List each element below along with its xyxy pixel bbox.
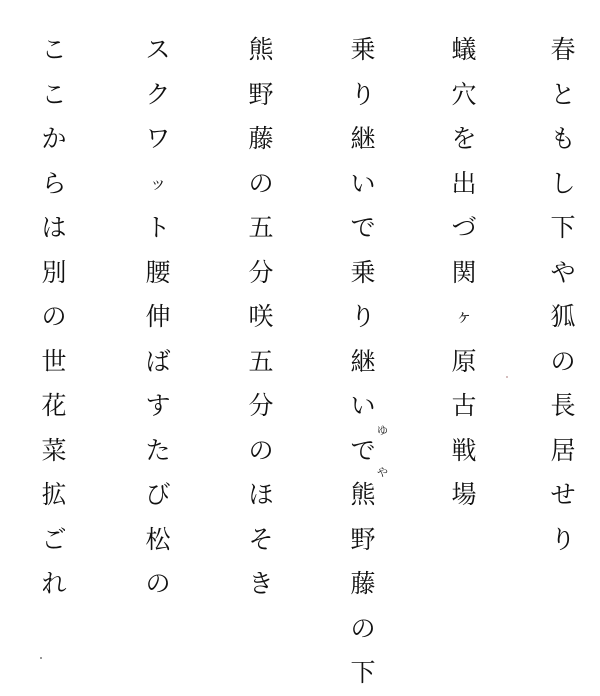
poem-line-2	[444, 28, 484, 562]
char: の	[41, 302, 67, 331]
char: ス	[145, 35, 171, 64]
char: 五	[248, 213, 274, 242]
char: こ	[41, 79, 67, 109]
char: た	[145, 435, 171, 465]
char: の	[248, 168, 274, 198]
char: で	[350, 435, 376, 465]
char: 花	[41, 391, 67, 420]
char: 下	[350, 658, 376, 687]
char: 乗	[350, 257, 376, 287]
char: 別	[41, 257, 67, 287]
char: 野	[248, 79, 274, 109]
char: し	[550, 168, 576, 198]
char: ク	[145, 79, 171, 109]
char: 藤	[248, 124, 274, 153]
char: 分	[248, 257, 274, 287]
char: ヶ	[455, 307, 473, 327]
char: い	[350, 168, 376, 198]
char: 古	[451, 391, 477, 420]
char: 野	[350, 524, 376, 554]
char: 下	[550, 213, 576, 242]
char: り	[350, 302, 376, 331]
char: を	[451, 124, 477, 153]
char: ほ	[248, 480, 274, 509]
char: 狐	[550, 302, 576, 331]
char: 五	[248, 346, 274, 376]
char: 継	[350, 124, 376, 153]
char: り	[350, 79, 376, 109]
char: 松	[145, 524, 171, 554]
char: ら	[41, 168, 67, 198]
char	[444, 518, 484, 563]
char: そ	[248, 524, 274, 554]
char: す	[145, 391, 171, 420]
char: ワ	[145, 124, 171, 153]
ruby-ya: や	[377, 466, 388, 479]
char: 乗	[350, 35, 376, 64]
char: は	[41, 213, 67, 242]
char: 場	[451, 480, 477, 509]
char: の	[350, 613, 376, 643]
char: ご	[41, 524, 67, 554]
char: 腰	[145, 257, 171, 287]
char: 熊	[350, 480, 376, 509]
char: り	[550, 524, 576, 554]
char: 原	[451, 346, 477, 376]
char: き	[248, 569, 274, 598]
char: 関	[451, 257, 477, 287]
char: の	[248, 435, 274, 465]
char: 長	[550, 391, 576, 420]
char: 継	[350, 346, 376, 376]
char: の	[145, 569, 171, 598]
char: 咲	[248, 302, 274, 331]
char: 出	[451, 168, 477, 198]
poem-line-4	[241, 28, 281, 607]
char: づ	[451, 213, 477, 242]
char: こ	[41, 35, 67, 64]
char: れ	[41, 569, 67, 598]
scan-speck	[506, 376, 508, 378]
char	[543, 562, 583, 607]
char: 熊	[248, 35, 274, 64]
char: で	[350, 213, 376, 242]
char: 拡	[41, 480, 67, 509]
char: 菜	[41, 435, 67, 465]
char: か	[41, 124, 67, 153]
char: 世	[41, 346, 67, 376]
char: い	[350, 391, 376, 420]
poem-line-5	[138, 28, 178, 607]
char: ト	[145, 213, 171, 242]
char: ば	[145, 346, 171, 376]
char: 居	[550, 435, 576, 465]
char: 春	[550, 35, 576, 64]
poem-line-1	[543, 28, 583, 607]
char: 伸	[145, 302, 171, 331]
scan-speck	[40, 657, 42, 659]
char: の	[550, 346, 576, 376]
ruby-yu: ゆ	[377, 424, 388, 437]
char: せ	[550, 480, 576, 509]
char: 分	[248, 391, 274, 420]
poem-line-6	[34, 28, 74, 607]
char: 蟻	[451, 35, 477, 64]
char: 戦	[451, 435, 477, 465]
char: 藤	[350, 569, 376, 598]
char: も	[550, 124, 576, 153]
char: や	[550, 257, 576, 287]
char: 穴	[451, 79, 477, 109]
char: び	[145, 480, 171, 509]
char: と	[550, 79, 576, 109]
poem-line-3	[343, 28, 383, 696]
char: ッ	[149, 173, 167, 194]
